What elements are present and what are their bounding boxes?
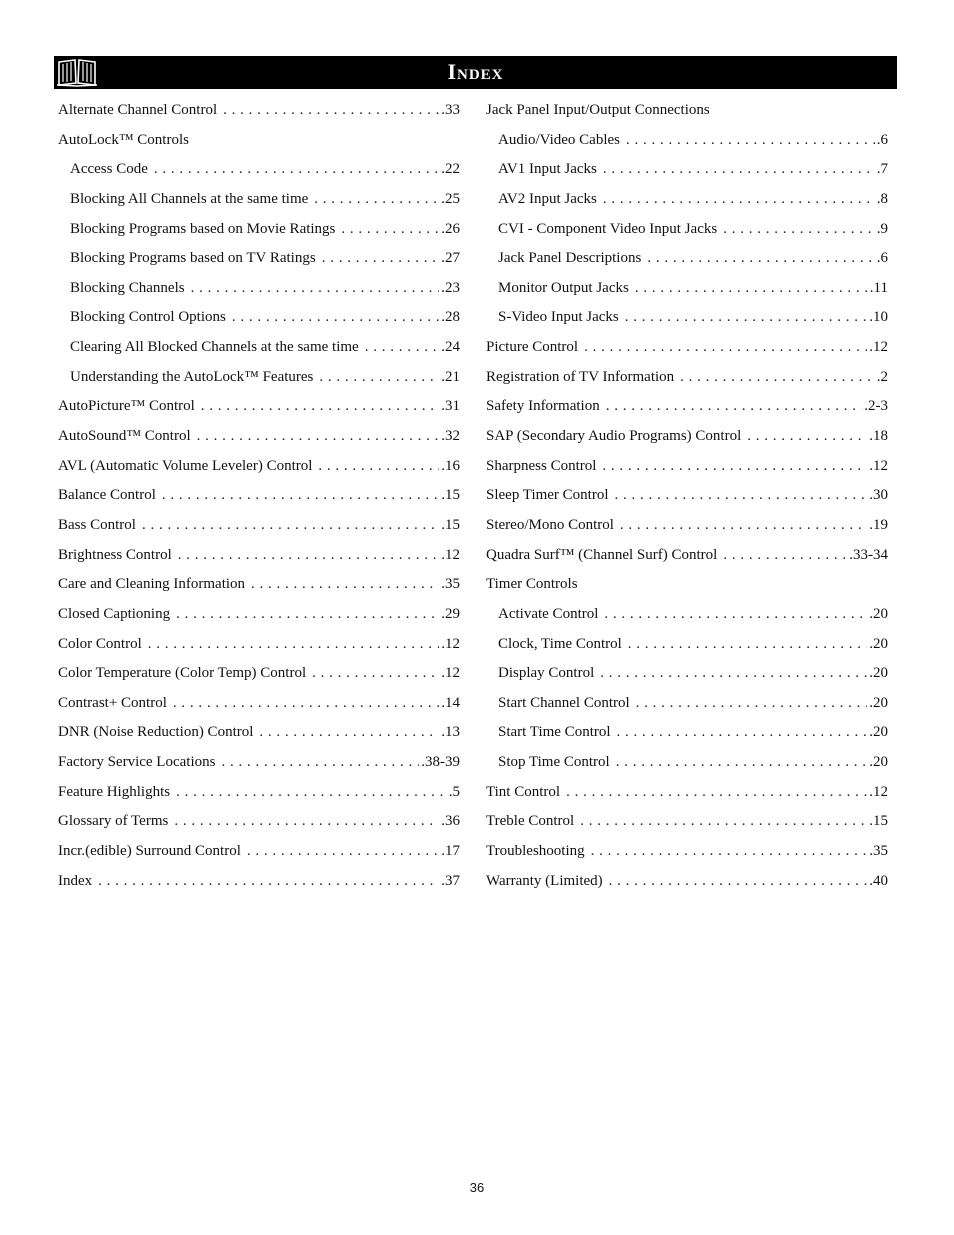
dot-leader [647, 244, 874, 274]
dot-leader [319, 363, 439, 393]
index-entry-label: Activate Control [498, 605, 599, 622]
index-entry [486, 867, 888, 897]
dot-leader [154, 155, 439, 185]
index-entry [58, 718, 460, 748]
index-entry-label: Blocking Control Options [70, 309, 226, 326]
index-entry-label: Audio/Video Cables [498, 131, 620, 148]
index-entry-page: .26 [441, 220, 460, 237]
dot-leader [191, 274, 440, 304]
index-entry-label: Start Time Control [498, 724, 611, 741]
index-entry [486, 807, 888, 837]
dot-leader [609, 867, 868, 897]
index-entry-page: .12 [441, 635, 460, 652]
dot-leader [602, 452, 867, 482]
index-entry-label: Incr.(edible) Surround Control [58, 843, 241, 860]
index-entry-page: .32 [441, 428, 460, 445]
index-entry [486, 392, 888, 422]
dot-leader [365, 333, 440, 363]
index-entry-label: Factory Service Locations [58, 754, 216, 771]
dot-leader [176, 600, 439, 630]
index-entry-label: Index [58, 872, 93, 889]
index-entry [486, 303, 888, 333]
index-entry-label: Warranty (Limited) [486, 872, 603, 889]
index-entry-page: .7 [876, 161, 888, 178]
dot-leader [680, 363, 875, 393]
dot-leader [176, 778, 447, 808]
index-entry-label: Access Code [70, 161, 148, 178]
index-entry [58, 215, 460, 245]
index-entry-label: Understanding the AutoLock™ Features [70, 368, 314, 385]
index-entry-label: Clock, Time Control [498, 635, 622, 652]
index-entry-page: .33 [441, 102, 460, 118]
dot-leader [606, 392, 863, 422]
index-column-right [486, 96, 888, 896]
dot-leader [201, 392, 439, 422]
index-entry-page: .31 [441, 398, 460, 415]
index-entry [58, 126, 460, 156]
index-entry [486, 689, 888, 719]
index-entry [58, 807, 460, 837]
index-entry-page: .18 [869, 428, 888, 445]
index-entry [486, 155, 888, 185]
index-entry-page: .30 [869, 487, 888, 504]
dot-leader [221, 748, 419, 778]
dot-leader [197, 422, 440, 452]
index-entry [58, 659, 460, 689]
index-entry-label: Timer Controls [486, 576, 578, 593]
index-entry [486, 422, 888, 452]
dot-leader [318, 452, 439, 482]
index-entry [486, 541, 888, 571]
index-entry-page: .13 [441, 724, 460, 741]
index-entry [486, 778, 888, 808]
index-entry-page: .15 [441, 516, 460, 533]
index-entry-page: .15 [441, 487, 460, 504]
index-entry-label: Display Control [498, 665, 595, 682]
index-entry [58, 392, 460, 422]
index-entry-label: Start Channel Control [498, 694, 630, 711]
index-entry-page: .33-34 [849, 546, 888, 563]
dot-leader [223, 96, 439, 126]
index-entry-label: Safety Information [486, 398, 600, 415]
index-entry [486, 481, 888, 511]
dot-leader [723, 541, 847, 571]
index-entry [486, 126, 888, 156]
index-entry [486, 333, 888, 363]
dot-leader [615, 481, 868, 511]
index-entry-page: .5 [448, 783, 460, 800]
index-entry-label: AutoSound™ Control [58, 428, 191, 445]
index-entry [486, 748, 888, 778]
index-entry-label: Sleep Timer Control [486, 487, 609, 504]
dot-leader [580, 807, 867, 837]
dot-leader [747, 422, 867, 452]
index-entry-label: Jack Panel Input/Output Connections [486, 102, 710, 118]
dot-leader [626, 126, 875, 156]
index-entry-page: .35 [441, 576, 460, 593]
dot-leader [142, 511, 439, 541]
index-entry-label: Color Temperature (Color Temp) Control [58, 665, 307, 682]
index-entry-label: Glossary of Terms [58, 813, 169, 830]
index-entry-page: .20 [869, 665, 888, 682]
dot-leader [584, 333, 867, 363]
index-entry [486, 452, 888, 482]
index-entry [58, 333, 460, 363]
index-entry-page: .12 [869, 783, 888, 800]
index-entry-page: .38-39 [421, 754, 460, 771]
dot-leader [173, 689, 439, 719]
index-entry [486, 600, 888, 630]
index-entry-page: .21 [441, 368, 460, 385]
index-entry-label: S-Video Input Jacks [498, 309, 619, 326]
dot-leader [604, 600, 867, 630]
dot-leader [232, 303, 439, 333]
index-entry-page: .17 [441, 843, 460, 860]
index-entry-label: Quadra Surf™ (Channel Surf) Control [486, 546, 718, 563]
dot-leader [148, 630, 439, 660]
index-header-bar [54, 56, 897, 89]
index-entry-page: .36 [441, 813, 460, 830]
index-entry-label: Sharpness Control [486, 457, 597, 474]
dot-leader [251, 570, 439, 600]
index-entry [58, 244, 460, 274]
index-entry-label: Treble Control [486, 813, 575, 830]
index-entry-page: .2-3 [864, 398, 888, 415]
index-entry [486, 630, 888, 660]
index-entry-label: Blocking Channels [70, 279, 185, 296]
index-entry-page: .20 [869, 754, 888, 771]
index-entry [58, 630, 460, 660]
dot-leader [723, 215, 875, 245]
index-entry-label: Tint Control [486, 783, 561, 800]
index-entry [58, 541, 460, 571]
index-entry-label: Blocking Programs based on TV Ratings [70, 250, 316, 267]
index-entry-label: Closed Captioning [58, 605, 171, 622]
index-entry-label: Monitor Output Jacks [498, 279, 629, 296]
index-entry-label: Bass Control [58, 516, 136, 533]
index-entry-label: Care and Cleaning Information [58, 576, 246, 593]
index-entry-label: Balance Control [58, 487, 156, 504]
dot-leader [259, 718, 439, 748]
index-entry-label: AV1 Input Jacks [498, 161, 597, 178]
dot-leader [591, 837, 868, 867]
index-entry-page: .27 [441, 250, 460, 267]
index-entry-label: AV2 Input Jacks [498, 190, 597, 207]
index-entry-label: Alternate Channel Control [58, 102, 218, 118]
index-entry-page: .28 [441, 309, 460, 326]
dot-leader [341, 215, 439, 245]
index-entry-page: .19 [869, 516, 888, 533]
index-entry-page: .12 [441, 546, 460, 563]
index-entry [58, 867, 460, 897]
index-entry-page: .9 [876, 220, 888, 237]
index-entry-page: .10 [869, 309, 888, 326]
index-entry-label: Stereo/Mono Control [486, 516, 614, 533]
index-entry-page: .37 [441, 872, 460, 889]
dot-leader [617, 718, 868, 748]
index-entry [58, 570, 460, 600]
dot-leader [620, 511, 867, 541]
index-entry-label: AutoLock™ Controls [58, 131, 189, 148]
index-entry-page: .12 [441, 665, 460, 682]
index-entry [58, 96, 460, 126]
index-entry [486, 718, 888, 748]
index-entry-label: SAP (Secondary Audio Programs) Control [486, 428, 742, 445]
dot-leader [566, 778, 867, 808]
index-entry [58, 422, 460, 452]
dot-leader [635, 274, 868, 304]
index-entry-label: Troubleshooting [486, 843, 585, 860]
index-entry [58, 778, 460, 808]
page-title: Index [447, 59, 504, 84]
page-number: 36 [469, 1180, 485, 1195]
index-entry-label: CVI - Component Video Input Jacks [498, 220, 718, 237]
index-entry-page: .15 [869, 813, 888, 830]
index-entry-label: Registration of TV Information [486, 368, 675, 385]
index-entry-label: Blocking All Channels at the same time [70, 190, 309, 207]
index-entry-page: .16 [441, 457, 460, 474]
dot-leader [314, 185, 439, 215]
index-entry-label: Stop Time Control [498, 754, 610, 771]
dot-leader [162, 481, 439, 511]
dot-leader [600, 659, 867, 689]
index-entry [486, 215, 888, 245]
index-entry [58, 481, 460, 511]
index-entry-page: .20 [869, 694, 888, 711]
index-entry-label: DNR (Noise Reduction) Control [58, 724, 254, 741]
index-entry [58, 511, 460, 541]
index-entry-page: .6 [876, 250, 888, 267]
index-entry [58, 689, 460, 719]
index-entry-label: Jack Panel Descriptions [498, 250, 642, 267]
index-entry-page: .8 [876, 190, 888, 207]
index-entry-page: .20 [869, 724, 888, 741]
dot-leader [98, 867, 439, 897]
dot-leader [625, 303, 868, 333]
index-entry-page: .20 [869, 605, 888, 622]
index-entry-page: .35 [869, 843, 888, 860]
dot-leader [628, 630, 867, 660]
index-entry [58, 600, 460, 630]
index-entry-page: .29 [441, 605, 460, 622]
index-entry-label: AutoPicture™ Control [58, 398, 195, 415]
index-entry [486, 570, 888, 600]
index-entry-page: .23 [441, 279, 460, 296]
index-entry-page: .24 [441, 339, 460, 356]
index-entry-label: AVL (Automatic Volume Leveler) Control [58, 457, 313, 474]
index-entry [58, 303, 460, 333]
dot-leader [616, 748, 868, 778]
index-entry-label: Color Control [58, 635, 142, 652]
index-entry-label: Contrast+ Control [58, 694, 167, 711]
dot-leader [174, 807, 439, 837]
index-entry-page: .25 [441, 190, 460, 207]
index-entry [486, 185, 888, 215]
index-entry [486, 96, 888, 126]
index-entry-page: .22 [441, 161, 460, 178]
index-entry-page: .20 [869, 635, 888, 652]
index-entry-page: .12 [869, 457, 888, 474]
index-entry [58, 155, 460, 185]
index-entry [58, 363, 460, 393]
index-entry [58, 837, 460, 867]
index-entry-label: Clearing All Blocked Channels at the same time [70, 339, 359, 356]
index-entry [486, 659, 888, 689]
index-entry-page: .6 [876, 131, 888, 148]
dot-leader [322, 244, 440, 274]
index-entry-label: Brightness Control [58, 546, 172, 563]
dot-leader [312, 659, 439, 689]
index-entry [58, 185, 460, 215]
index-entry-label: Picture Control [486, 339, 579, 356]
index-entry [486, 837, 888, 867]
dot-leader [603, 185, 875, 215]
index-entry [486, 363, 888, 393]
index-entry-page: .14 [441, 694, 460, 711]
index-entry [486, 511, 888, 541]
index-entry [486, 244, 888, 274]
index-entry-page: .12 [869, 339, 888, 356]
dot-leader [178, 541, 439, 571]
index-entry-label: Blocking Programs based on Movie Ratings [70, 220, 336, 237]
index-entry-page: .40 [869, 872, 888, 889]
dot-leader [636, 689, 868, 719]
index-entry-label: Feature Highlights [58, 783, 171, 800]
index-entry [58, 274, 460, 304]
index-entry [58, 452, 460, 482]
index-entry-page: .2 [876, 368, 888, 385]
index-entry-page: .11 [869, 279, 888, 296]
dot-leader [247, 837, 439, 867]
index-entry [58, 748, 460, 778]
index-column-left [58, 96, 460, 896]
index-entry [486, 274, 888, 304]
dot-leader [603, 155, 875, 185]
